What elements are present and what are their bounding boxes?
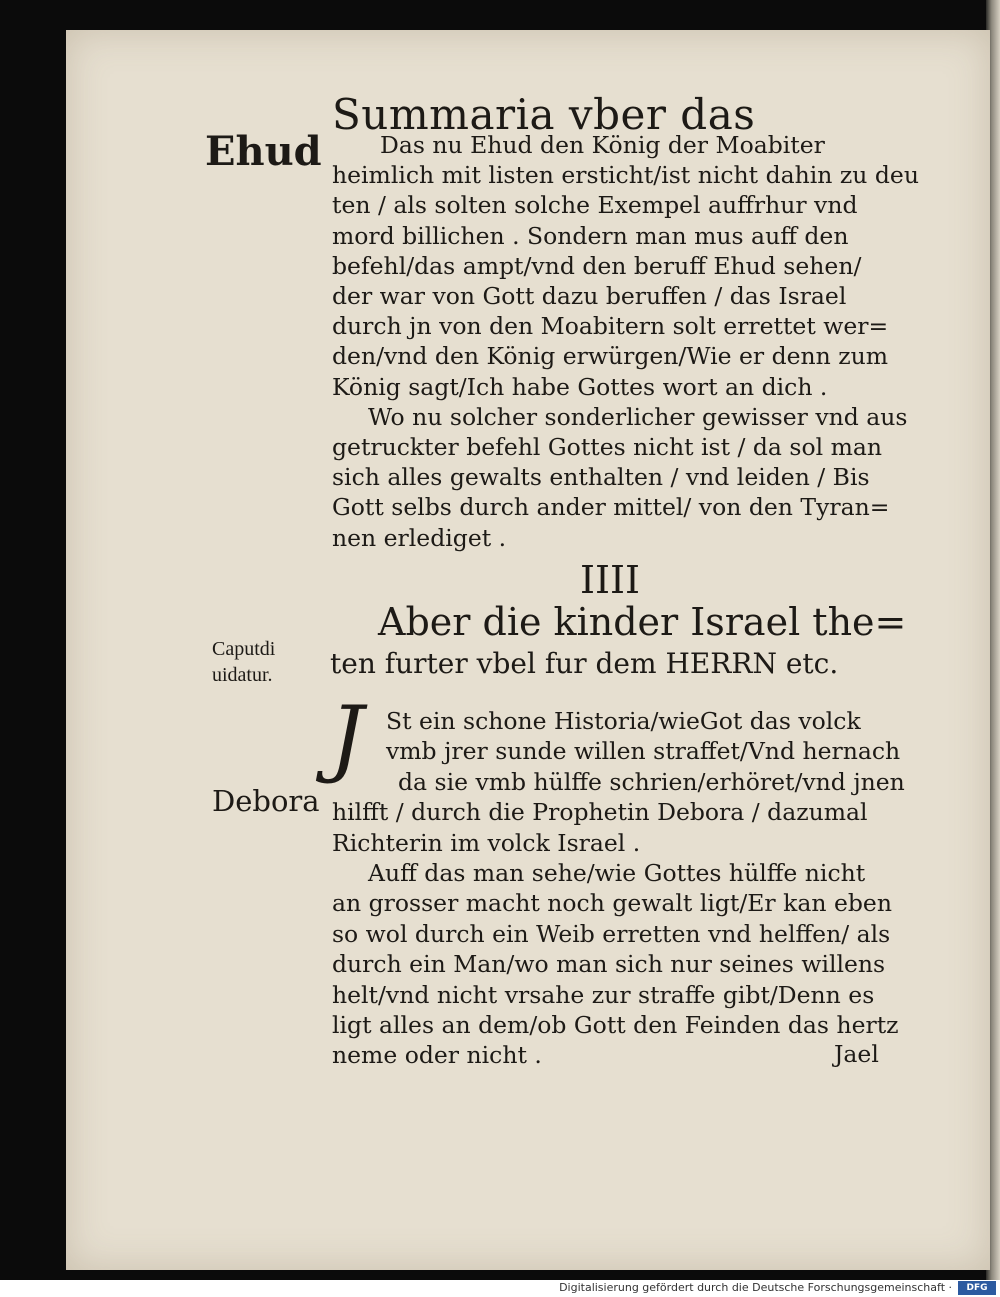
text-line: getruckter befehl Gottes nicht ist / da sol man bbox=[332, 433, 883, 462]
text-line: vmb jrer sunde willen straffet/Vnd hernach bbox=[386, 737, 901, 766]
text-line: neme oder nicht . bbox=[332, 1041, 542, 1070]
text-line: mord billichen . Sondern man mus auff den bbox=[332, 221, 849, 250]
page-heading: Summaria vber das bbox=[332, 90, 756, 139]
footer-bar bbox=[0, 1280, 1000, 1297]
footer-credit: Digitalisierung gefördert durch die Deutsche Forschungsgemeinschaft · bbox=[559, 1281, 952, 1294]
drop-capital: J bbox=[330, 688, 364, 786]
text-line: durch jn von den Moabitern solt errettet wer= bbox=[332, 312, 889, 341]
text-line: befehl/das ampt/vnd den beruff Ehud sehen/ bbox=[332, 251, 862, 280]
catchword: Jael bbox=[834, 1040, 879, 1068]
dfg-logo: DFG bbox=[958, 1281, 996, 1295]
text-line: so wol durch ein Weib erretten vnd helffen/ als bbox=[332, 919, 891, 948]
text-line: Gott selbs durch ander mittel/ von den Tyran= bbox=[332, 493, 890, 522]
text-line: da sie vmb hülffe schrien/erhöret/vnd jnen bbox=[398, 767, 905, 796]
margin-note-line: uidatur. bbox=[212, 664, 273, 686]
margin-note-line: Caputdi bbox=[212, 638, 276, 660]
margin-note-debora: Debora bbox=[212, 784, 320, 818]
text-line: den/vnd den König erwürgen/Wie er denn zum bbox=[332, 342, 889, 371]
text-line: hilfft / durch die Prophetin Debora / dazumal bbox=[332, 798, 868, 827]
text-line: nen erlediget . bbox=[332, 523, 507, 552]
chapter-paragraph bbox=[332, 706, 912, 1071]
chapter-number: IIII bbox=[580, 558, 641, 602]
text-line: durch ein Man/wo man sich nur seines willens bbox=[332, 950, 886, 979]
text-line: ten / als solten solche Exempel auffrhur vnd bbox=[332, 191, 858, 220]
chapter-title-line2: ten furter vbel fur dem HERRN etc. bbox=[330, 647, 839, 680]
text-line: sich alles gewalts enthalten / vnd leiden / Bis bbox=[332, 463, 870, 492]
text-line: Auff das man sehe/wie Gottes hülffe nicht bbox=[368, 859, 866, 888]
text-line: Das nu Ehud den König der Moabiter bbox=[380, 131, 825, 159]
summary-paragraph bbox=[332, 130, 919, 553]
text-line: an grosser macht noch gewalt ligt/Er kan eben bbox=[332, 889, 892, 918]
text-line: St ein schone Historia/wieGot das volck bbox=[386, 707, 861, 735]
text-line: heimlich mit listen ersticht/ist nicht dahin zu deu bbox=[332, 161, 919, 190]
text-line: ligt alles an dem/ob Gott den Feinden das hertz bbox=[332, 1011, 899, 1040]
margin-note-caput bbox=[212, 636, 275, 688]
text-line: Richterin im volck Israel . bbox=[332, 828, 641, 857]
chapter-title-line1: Aber die kinder Israel the= bbox=[378, 600, 907, 644]
text-line: helt/vnd nicht vrsahe zur straffe gibt/Denn es bbox=[332, 980, 875, 1009]
margin-note-ehud: Ehud bbox=[205, 128, 322, 175]
text-line: der war von Gott dazu beruffen / das Israel bbox=[332, 282, 847, 311]
text-line: König sagt/Ich habe Gottes wort an dich . bbox=[332, 372, 828, 401]
text-line: Wo nu solcher sonderlicher gewisser vnd aus bbox=[368, 402, 908, 431]
